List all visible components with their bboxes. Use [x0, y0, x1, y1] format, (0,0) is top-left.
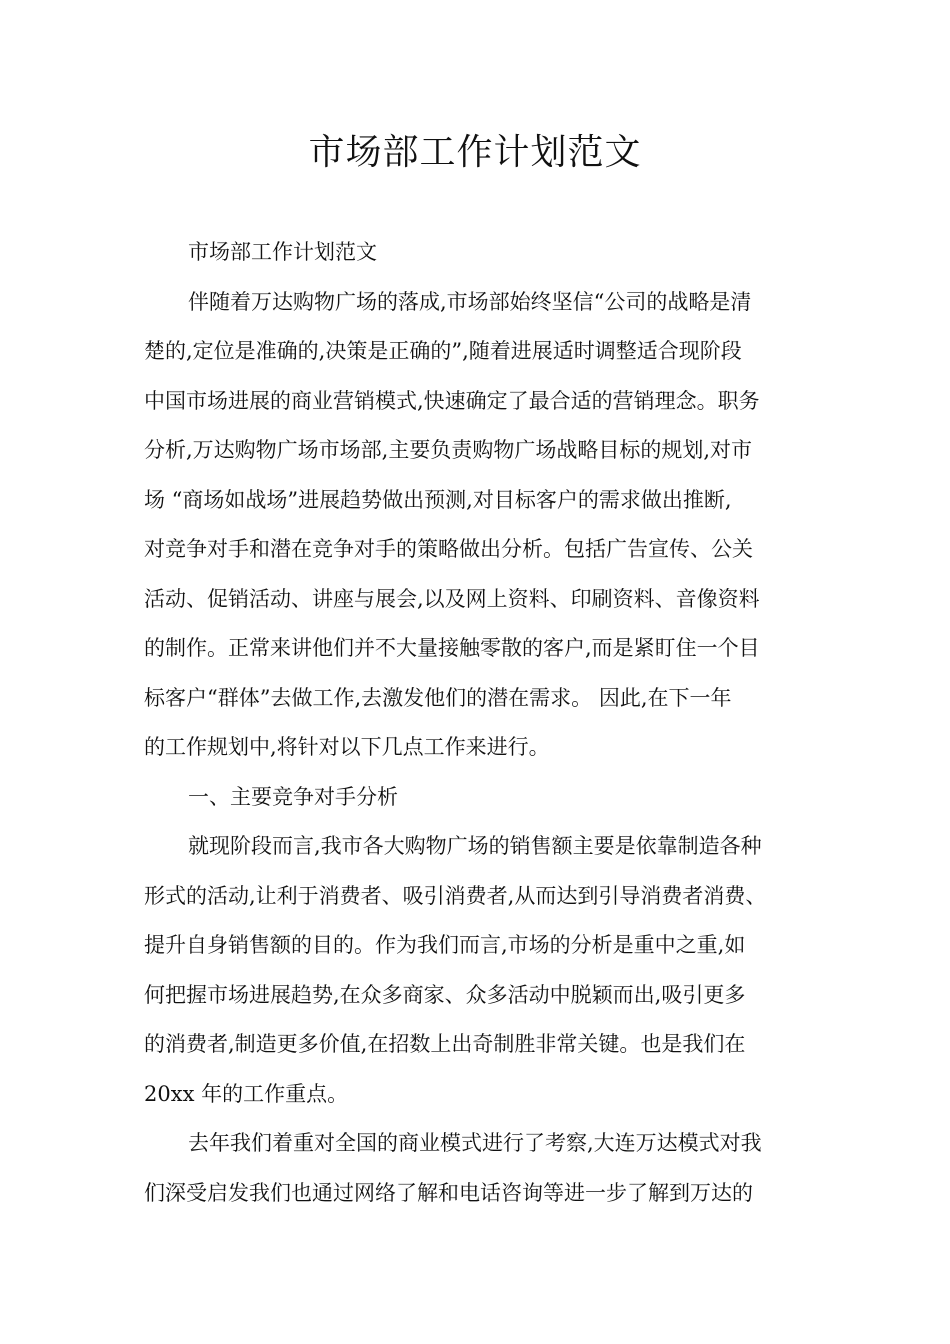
subtitle-line: 市场部工作计划范文: [188, 240, 377, 264]
paragraph-line: 伴随着万达购物广场的落成,市场部始终坚信“公司的战略是清: [188, 289, 752, 314]
paragraph-line: 对竞争对手和潜在竞争对手的策略做出分析。包括广告宣传、公关: [144, 537, 753, 561]
paragraph-line: 20xx 年的工作重点。: [144, 1081, 349, 1106]
paragraph-line: 的制作。正常来讲他们并不大量接触零散的客户,而是紧盯住一个目: [144, 636, 760, 660]
paragraph-line: 何把握市场进展趋势,在众多商家、众多活动中脱颖而出,吸引更多: [144, 982, 746, 1007]
paragraph-line: 分析,万达购物广场市场部,主要负责购物广场战略目标的规划,对市: [144, 438, 753, 462]
paragraph-line: 就现阶段而言,我市各大购物广场的销售额主要是依靠制造各种: [188, 834, 762, 858]
paragraph-line: 场 “商场如战场”进展趋势做出预测,对目标客户的需求做出推断,: [144, 487, 732, 512]
document-title: 市场部工作计划范文: [308, 132, 642, 173]
paragraph-line: 中国市场进展的商业营销模式,快速确定了最合适的营销理念。职务: [144, 388, 760, 413]
paragraph-line: 提升自身销售额的目的。作为我们而言,市场的分析是重中之重,如: [144, 933, 746, 957]
document-body: [144, 228, 824, 1218]
paragraph-line: 标客户“群体”去做工作,去激发他们的潜在需求。 因此,在下一年: [144, 685, 732, 710]
paragraph-line: 楚的,定位是准确的,决策是正确的”,随着进展适时调整适合现阶段: [144, 339, 742, 363]
paragraph-line: 的工作规划中,将针对以下几点工作来进行。: [144, 735, 550, 759]
section-heading: 一、主要竞争对手分析: [188, 784, 398, 809]
paragraph-line: 活动、促销活动、讲座与展会,以及网上资料、印刷资料、音像资料: [144, 586, 760, 611]
paragraph-line: 的消费者,制造更多价值,在招数上出奇制胜非常关键。也是我们在: [144, 1032, 746, 1056]
paragraph-line: 去年我们着重对全国的商业模式进行了考察,大连万达模式对我: [188, 1131, 762, 1155]
paragraph-line: 们深受启发我们也通过网络了解和电话咨询等进一步了解到万达的: [144, 1180, 753, 1205]
paragraph-line: 形式的活动,让利于消费者、吸引消费者,从而达到引导消费者消费、: [144, 883, 767, 908]
